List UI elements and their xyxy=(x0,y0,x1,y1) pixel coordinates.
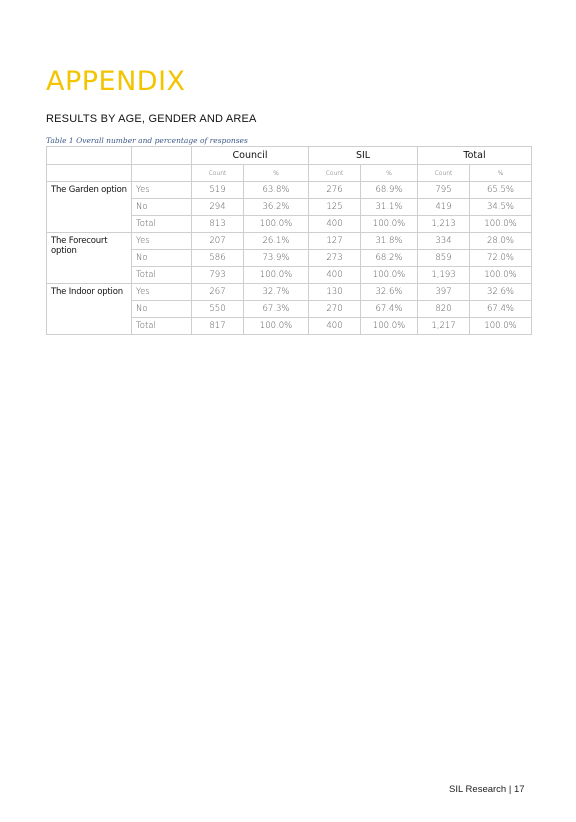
count-cell: 519 xyxy=(192,182,244,199)
percent-cell: 100.0% xyxy=(244,318,309,335)
percent-cell: 68.2% xyxy=(361,250,418,267)
percent-cell: 100.0% xyxy=(361,216,418,233)
response-label-cell: Yes xyxy=(132,233,192,250)
count-cell: 793 xyxy=(192,267,244,284)
table-caption: Table 1 Overall number and percentage of responses xyxy=(46,136,248,145)
responses-table xyxy=(46,146,532,335)
count-cell: 550 xyxy=(192,301,244,318)
group-header-row xyxy=(47,147,532,165)
count-cell: 1,193 xyxy=(418,267,470,284)
percent-cell: 31.1% xyxy=(361,199,418,216)
percent-cell: 32.7% xyxy=(244,284,309,301)
count-cell: 795 xyxy=(418,182,470,199)
table-row xyxy=(47,284,532,301)
response-label-cell: Yes xyxy=(132,182,192,199)
option-name-cell: The Forecourt option xyxy=(47,233,132,284)
response-label-cell: No xyxy=(132,199,192,216)
option-name-cell: The Indoor option xyxy=(47,284,132,335)
percent-cell: 67.4% xyxy=(470,301,532,318)
percent-cell: 32.6% xyxy=(470,284,532,301)
subheader-row xyxy=(47,165,532,182)
subheader-cell: % xyxy=(361,165,418,182)
percent-cell: 36.2% xyxy=(244,199,309,216)
percent-cell: 100.0% xyxy=(470,216,532,233)
count-cell: 820 xyxy=(418,301,470,318)
percent-cell: 100.0% xyxy=(244,267,309,284)
empty-header-cell xyxy=(132,147,192,165)
empty-header-cell xyxy=(47,165,132,182)
table-row xyxy=(47,233,532,250)
response-label-cell: Yes xyxy=(132,284,192,301)
count-cell: 334 xyxy=(418,233,470,250)
count-cell: 273 xyxy=(309,250,361,267)
subheader-cell: % xyxy=(470,165,532,182)
group-header-total: Total xyxy=(418,147,532,165)
percent-cell: 65.5% xyxy=(470,182,532,199)
count-cell: 400 xyxy=(309,318,361,335)
section-heading: RESULTS BY AGE, GENDER AND AREA xyxy=(46,113,257,125)
count-cell: 397 xyxy=(418,284,470,301)
count-cell: 1,213 xyxy=(418,216,470,233)
count-cell: 127 xyxy=(309,233,361,250)
subheader-cell: Count xyxy=(309,165,361,182)
percent-cell: 100.0% xyxy=(470,318,532,335)
response-label-cell: Total xyxy=(132,267,192,284)
count-cell: 270 xyxy=(309,301,361,318)
percent-cell: 100.0% xyxy=(244,216,309,233)
count-cell: 813 xyxy=(192,216,244,233)
count-cell: 400 xyxy=(309,216,361,233)
count-cell: 130 xyxy=(309,284,361,301)
empty-header-cell xyxy=(132,165,192,182)
percent-cell: 67.3% xyxy=(244,301,309,318)
response-label-cell: No xyxy=(132,301,192,318)
count-cell: 267 xyxy=(192,284,244,301)
percent-cell: 32.6% xyxy=(361,284,418,301)
percent-cell: 68.9% xyxy=(361,182,418,199)
subheader-cell: % xyxy=(244,165,309,182)
percent-cell: 63.8% xyxy=(244,182,309,199)
percent-cell: 72.0% xyxy=(470,250,532,267)
percent-cell: 100.0% xyxy=(470,267,532,284)
page-title: APPENDIX xyxy=(46,66,186,97)
percent-cell: 28.0% xyxy=(470,233,532,250)
empty-header-cell xyxy=(47,147,132,165)
response-label-cell: Total xyxy=(132,318,192,335)
count-cell: 207 xyxy=(192,233,244,250)
group-header-council: Council xyxy=(192,147,309,165)
subheader-cell: Count xyxy=(192,165,244,182)
percent-cell: 67.4% xyxy=(361,301,418,318)
option-name-cell: The Garden option xyxy=(47,182,132,233)
response-label-cell: Total xyxy=(132,216,192,233)
percent-cell: 34.5% xyxy=(470,199,532,216)
subheader-cell: Count xyxy=(418,165,470,182)
count-cell: 400 xyxy=(309,267,361,284)
count-cell: 125 xyxy=(309,199,361,216)
count-cell: 1,217 xyxy=(418,318,470,335)
count-cell: 859 xyxy=(418,250,470,267)
percent-cell: 100.0% xyxy=(361,267,418,284)
count-cell: 294 xyxy=(192,199,244,216)
response-label-cell: No xyxy=(132,250,192,267)
count-cell: 586 xyxy=(192,250,244,267)
count-cell: 419 xyxy=(418,199,470,216)
percent-cell: 31.8% xyxy=(361,233,418,250)
page-footer: SIL Research | 17 xyxy=(449,784,525,795)
count-cell: 276 xyxy=(309,182,361,199)
percent-cell: 26.1% xyxy=(244,233,309,250)
percent-cell: 100.0% xyxy=(361,318,418,335)
table-row xyxy=(47,182,532,199)
percent-cell: 73.9% xyxy=(244,250,309,267)
group-header-sil: SIL xyxy=(309,147,418,165)
count-cell: 817 xyxy=(192,318,244,335)
